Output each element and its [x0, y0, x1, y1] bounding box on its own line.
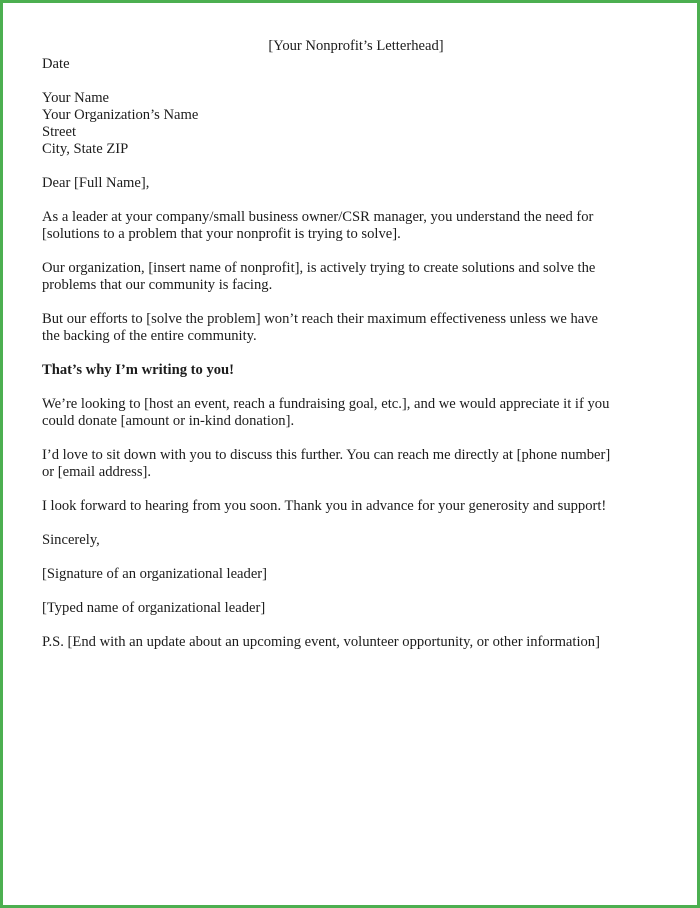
paragraph-line: But our efforts to [solve the problem] won’t reach their maximum effectiveness unless we have [42, 311, 599, 327]
paragraph-line: or [email address]. [42, 464, 152, 480]
paragraph-line: the backing of the entire community. [42, 328, 257, 344]
paragraph-5 [42, 396, 660, 430]
spacer [42, 379, 660, 396]
signature-placeholder: [Signature of an organizational leader] [42, 566, 268, 582]
paragraph-line: [solutions to a problem that your nonprofit is trying to solve]. [42, 226, 401, 242]
letter-document [42, 38, 660, 651]
paragraph-line: We’re looking to [host an event, reach a fundraising goal, etc.], and we would appreciate it if you [42, 396, 610, 412]
postscript: P.S. [End with an update about an upcoming event, volunteer opportunity, or other information] [42, 634, 600, 650]
spacer [42, 549, 660, 566]
spacer [42, 73, 660, 90]
typed-name-placeholder: [Typed name of organizational leader] [42, 600, 266, 616]
letterhead: [Your Nonprofit’s Letterhead] [268, 38, 444, 54]
date-line: Date [42, 56, 70, 72]
sender-street: Street [42, 124, 77, 140]
sender-city: City, State ZIP [42, 141, 129, 157]
spacer [42, 430, 660, 447]
closing: Sincerely, [42, 532, 100, 548]
paragraph-6 [42, 447, 660, 481]
paragraph-line: Our organization, [insert name of nonprofit], is actively trying to create solutions and solve the [42, 260, 596, 276]
sender-organization: Your Organization’s Name [42, 107, 199, 123]
sender-address [42, 90, 660, 158]
paragraph-7: I look forward to hearing from you soon. Thank you in advance for your generosity and support! [42, 498, 607, 514]
spacer [42, 158, 660, 175]
paragraph-3 [42, 311, 660, 345]
paragraph-2 [42, 260, 660, 294]
paragraph-line: could donate [amount or in-kind donation]. [42, 413, 295, 429]
paragraph-line: I’d love to sit down with you to discuss this further. You can reach me directly at [phone number] [42, 447, 611, 463]
spacer [42, 617, 660, 634]
spacer [42, 294, 660, 311]
spacer [42, 481, 660, 498]
spacer [42, 515, 660, 532]
paragraph-line: As a leader at your company/small business owner/CSR manager, you understand the need for [42, 209, 594, 225]
spacer [42, 345, 660, 362]
spacer [42, 243, 660, 260]
salutation: Dear [Full Name], [42, 175, 150, 191]
paragraph-line: problems that our community is facing. [42, 277, 273, 293]
paragraph-1 [42, 209, 660, 243]
spacer [42, 192, 660, 209]
bold-callout: That’s why I’m writing to you! [42, 362, 235, 378]
sender-name: Your Name [42, 90, 110, 106]
spacer [42, 583, 660, 600]
